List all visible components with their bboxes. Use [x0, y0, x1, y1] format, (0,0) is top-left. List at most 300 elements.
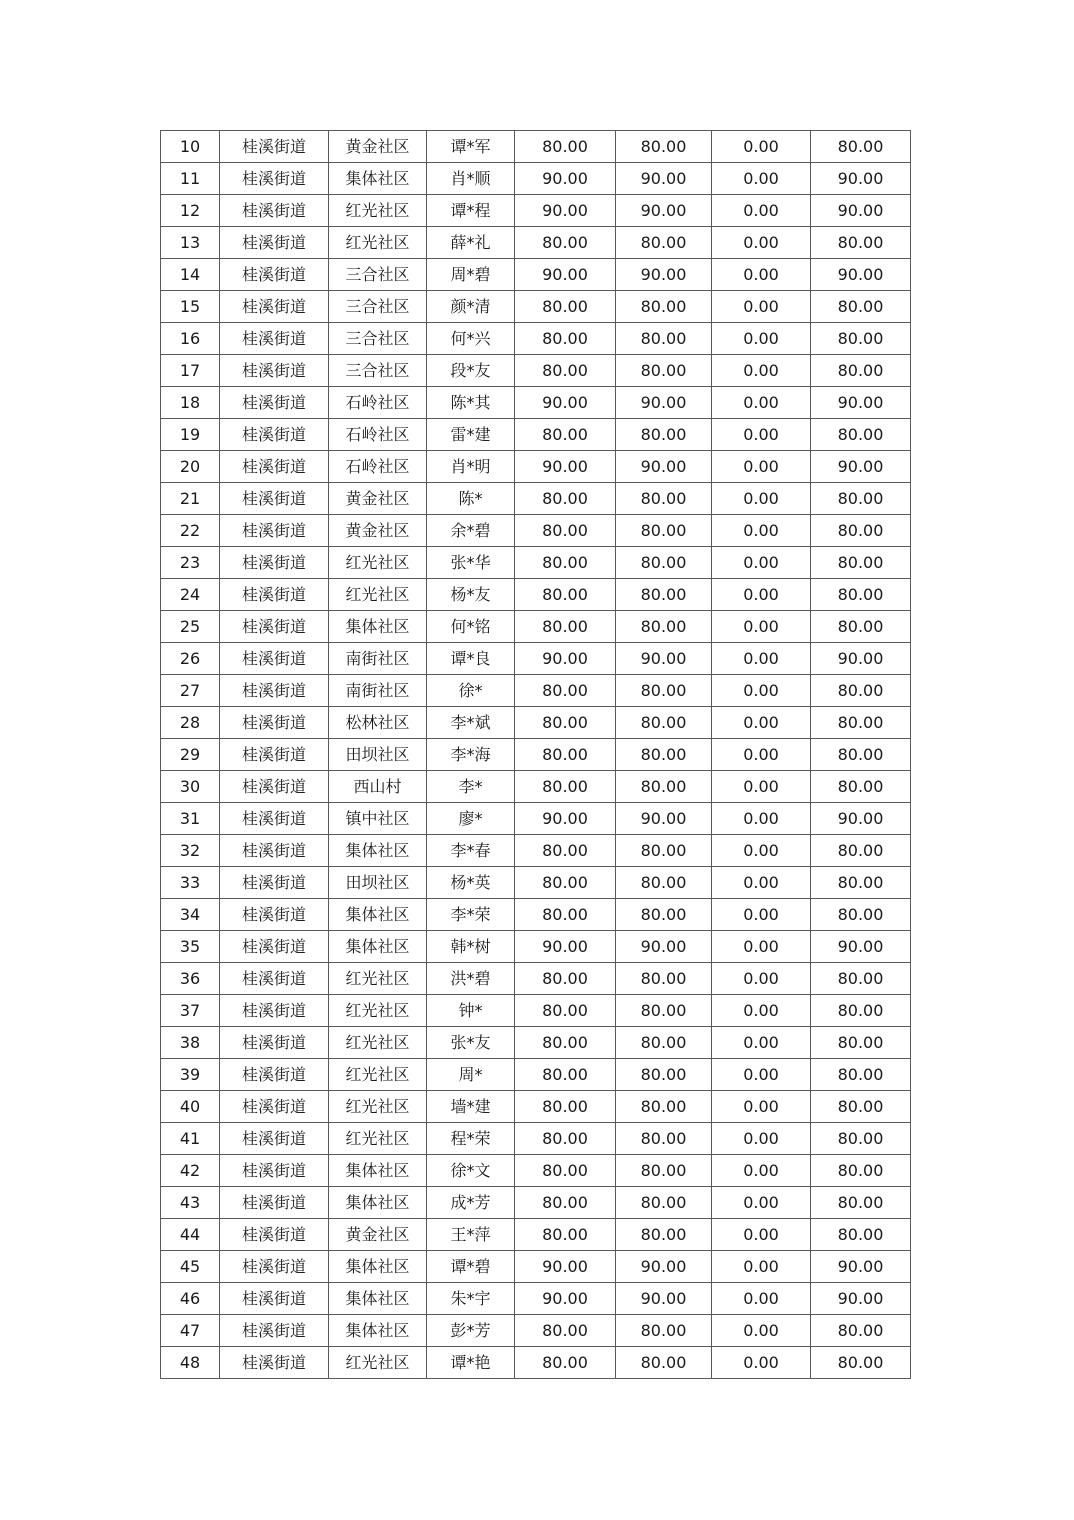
amount-cell: 0.00 [712, 963, 811, 995]
amount-cell: 0.00 [712, 643, 811, 675]
community-cell: 三合社区 [329, 323, 427, 355]
community-cell: 石岭社区 [329, 419, 427, 451]
table-row [161, 707, 911, 739]
name-cell: 墙*建 [427, 1091, 515, 1123]
name-cell: 李* [427, 771, 515, 803]
amount-cell: 90.00 [616, 387, 712, 419]
amount-cell: 0.00 [712, 1347, 811, 1379]
amount-cell: 80.00 [515, 611, 616, 643]
row-index-cell: 45 [161, 1251, 220, 1283]
row-index-cell: 42 [161, 1155, 220, 1187]
table-row [161, 355, 911, 387]
amount-cell: 0.00 [712, 1251, 811, 1283]
street-cell: 桂溪街道 [220, 355, 329, 387]
community-cell: 集体社区 [329, 611, 427, 643]
amount-cell: 80.00 [616, 1027, 712, 1059]
community-cell: 三合社区 [329, 355, 427, 387]
amount-cell: 90.00 [515, 387, 616, 419]
name-cell: 肖*顺 [427, 163, 515, 195]
amount-cell: 80.00 [811, 355, 911, 387]
name-cell: 周*碧 [427, 259, 515, 291]
name-cell: 谭*碧 [427, 1251, 515, 1283]
row-index-cell: 32 [161, 835, 220, 867]
amount-cell: 80.00 [616, 483, 712, 515]
amount-cell: 90.00 [616, 931, 712, 963]
amount-cell: 90.00 [616, 643, 712, 675]
community-cell: 黄金社区 [329, 515, 427, 547]
amount-cell: 80.00 [515, 355, 616, 387]
amount-cell: 90.00 [811, 1283, 911, 1315]
table-row [161, 835, 911, 867]
community-cell: 集体社区 [329, 1283, 427, 1315]
amount-cell: 90.00 [515, 259, 616, 291]
row-index-cell: 37 [161, 995, 220, 1027]
street-cell: 桂溪街道 [220, 1283, 329, 1315]
amount-cell: 80.00 [616, 1059, 712, 1091]
amount-cell: 80.00 [616, 355, 712, 387]
data-table [160, 130, 911, 1379]
street-cell: 桂溪街道 [220, 195, 329, 227]
name-cell: 韩*树 [427, 931, 515, 963]
table-row [161, 1315, 911, 1347]
street-cell: 桂溪街道 [220, 1251, 329, 1283]
amount-cell: 0.00 [712, 387, 811, 419]
street-cell: 桂溪街道 [220, 451, 329, 483]
amount-cell: 0.00 [712, 1283, 811, 1315]
amount-cell: 80.00 [811, 675, 911, 707]
amount-cell: 80.00 [515, 1059, 616, 1091]
amount-cell: 90.00 [515, 803, 616, 835]
name-cell: 张*友 [427, 1027, 515, 1059]
row-index-cell: 22 [161, 515, 220, 547]
amount-cell: 80.00 [515, 323, 616, 355]
amount-cell: 80.00 [811, 323, 911, 355]
name-cell: 朱*宇 [427, 1283, 515, 1315]
amount-cell: 80.00 [515, 579, 616, 611]
name-cell: 陈* [427, 483, 515, 515]
table-row [161, 163, 911, 195]
community-cell: 红光社区 [329, 227, 427, 259]
table-row [161, 451, 911, 483]
amount-cell: 90.00 [616, 163, 712, 195]
amount-cell: 90.00 [515, 195, 616, 227]
name-cell: 颜*清 [427, 291, 515, 323]
community-cell: 镇中社区 [329, 803, 427, 835]
amount-cell: 80.00 [811, 1123, 911, 1155]
amount-cell: 0.00 [712, 1123, 811, 1155]
street-cell: 桂溪街道 [220, 1187, 329, 1219]
amount-cell: 80.00 [811, 899, 911, 931]
row-index-cell: 35 [161, 931, 220, 963]
amount-cell: 80.00 [616, 1091, 712, 1123]
amount-cell: 90.00 [616, 451, 712, 483]
amount-cell: 80.00 [616, 899, 712, 931]
table-row [161, 963, 911, 995]
table-row [161, 291, 911, 323]
amount-cell: 90.00 [515, 931, 616, 963]
amount-cell: 80.00 [515, 515, 616, 547]
amount-cell: 80.00 [811, 835, 911, 867]
amount-cell: 80.00 [811, 419, 911, 451]
amount-cell: 0.00 [712, 483, 811, 515]
amount-cell: 90.00 [811, 163, 911, 195]
amount-cell: 80.00 [811, 1187, 911, 1219]
amount-cell: 80.00 [811, 515, 911, 547]
amount-cell: 80.00 [515, 835, 616, 867]
community-cell: 红光社区 [329, 963, 427, 995]
table-row [161, 419, 911, 451]
community-cell: 红光社区 [329, 1027, 427, 1059]
community-cell: 红光社区 [329, 1091, 427, 1123]
table-row [161, 643, 911, 675]
amount-cell: 80.00 [616, 131, 712, 163]
street-cell: 桂溪街道 [220, 515, 329, 547]
street-cell: 桂溪街道 [220, 163, 329, 195]
amount-cell: 90.00 [616, 195, 712, 227]
amount-cell: 80.00 [515, 1219, 616, 1251]
amount-cell: 90.00 [811, 195, 911, 227]
row-index-cell: 14 [161, 259, 220, 291]
street-cell: 桂溪街道 [220, 1347, 329, 1379]
table-row [161, 323, 911, 355]
street-cell: 桂溪街道 [220, 707, 329, 739]
street-cell: 桂溪街道 [220, 259, 329, 291]
amount-cell: 80.00 [616, 835, 712, 867]
table-row [161, 611, 911, 643]
name-cell: 李*荣 [427, 899, 515, 931]
amount-cell: 90.00 [811, 387, 911, 419]
row-index-cell: 19 [161, 419, 220, 451]
community-cell: 三合社区 [329, 259, 427, 291]
amount-cell: 90.00 [811, 451, 911, 483]
amount-cell: 80.00 [811, 547, 911, 579]
amount-cell: 0.00 [712, 931, 811, 963]
amount-cell: 80.00 [515, 1091, 616, 1123]
row-index-cell: 28 [161, 707, 220, 739]
amount-cell: 0.00 [712, 579, 811, 611]
row-index-cell: 36 [161, 963, 220, 995]
amount-cell: 80.00 [811, 1315, 911, 1347]
name-cell: 廖* [427, 803, 515, 835]
table-row [161, 547, 911, 579]
row-index-cell: 11 [161, 163, 220, 195]
street-cell: 桂溪街道 [220, 611, 329, 643]
amount-cell: 80.00 [616, 291, 712, 323]
amount-cell: 0.00 [712, 707, 811, 739]
name-cell: 张*华 [427, 547, 515, 579]
name-cell: 雷*建 [427, 419, 515, 451]
community-cell: 红光社区 [329, 547, 427, 579]
amount-cell: 80.00 [616, 995, 712, 1027]
amount-cell: 80.00 [616, 515, 712, 547]
street-cell: 桂溪街道 [220, 579, 329, 611]
table-row [161, 195, 911, 227]
community-cell: 集体社区 [329, 1187, 427, 1219]
table-row [161, 1123, 911, 1155]
amount-cell: 80.00 [811, 131, 911, 163]
amount-cell: 0.00 [712, 259, 811, 291]
table-body [161, 131, 911, 1379]
amount-cell: 80.00 [811, 995, 911, 1027]
amount-cell: 80.00 [515, 419, 616, 451]
amount-cell: 90.00 [515, 1251, 616, 1283]
row-index-cell: 39 [161, 1059, 220, 1091]
community-cell: 黄金社区 [329, 1219, 427, 1251]
community-cell: 南街社区 [329, 643, 427, 675]
row-index-cell: 30 [161, 771, 220, 803]
amount-cell: 80.00 [811, 739, 911, 771]
community-cell: 松林社区 [329, 707, 427, 739]
name-cell: 谭*程 [427, 195, 515, 227]
row-index-cell: 17 [161, 355, 220, 387]
table-row [161, 387, 911, 419]
community-cell: 集体社区 [329, 1251, 427, 1283]
amount-cell: 80.00 [811, 963, 911, 995]
amount-cell: 90.00 [616, 1283, 712, 1315]
community-cell: 集体社区 [329, 1155, 427, 1187]
amount-cell: 80.00 [515, 483, 616, 515]
amount-cell: 80.00 [515, 995, 616, 1027]
table-row [161, 995, 911, 1027]
amount-cell: 90.00 [616, 803, 712, 835]
table-row [161, 1219, 911, 1251]
name-cell: 李*斌 [427, 707, 515, 739]
amount-cell: 0.00 [712, 995, 811, 1027]
community-cell: 红光社区 [329, 195, 427, 227]
row-index-cell: 25 [161, 611, 220, 643]
table-row [161, 771, 911, 803]
street-cell: 桂溪街道 [220, 1219, 329, 1251]
name-cell: 何*铭 [427, 611, 515, 643]
amount-cell: 90.00 [811, 803, 911, 835]
amount-cell: 80.00 [811, 867, 911, 899]
amount-cell: 0.00 [712, 835, 811, 867]
row-index-cell: 34 [161, 899, 220, 931]
table-row [161, 867, 911, 899]
community-cell: 田坝社区 [329, 867, 427, 899]
amount-cell: 80.00 [515, 1315, 616, 1347]
amount-cell: 0.00 [712, 739, 811, 771]
amount-cell: 80.00 [616, 963, 712, 995]
amount-cell: 0.00 [712, 163, 811, 195]
amount-cell: 80.00 [811, 611, 911, 643]
table-row [161, 675, 911, 707]
table-row [161, 131, 911, 163]
amount-cell: 0.00 [712, 611, 811, 643]
street-cell: 桂溪街道 [220, 643, 329, 675]
community-cell: 集体社区 [329, 835, 427, 867]
row-index-cell: 33 [161, 867, 220, 899]
amount-cell: 0.00 [712, 323, 811, 355]
amount-cell: 80.00 [811, 227, 911, 259]
amount-cell: 80.00 [515, 547, 616, 579]
row-index-cell: 38 [161, 1027, 220, 1059]
community-cell: 红光社区 [329, 1059, 427, 1091]
name-cell: 王*萍 [427, 1219, 515, 1251]
community-cell: 集体社区 [329, 931, 427, 963]
table-row [161, 1283, 911, 1315]
amount-cell: 80.00 [616, 1123, 712, 1155]
amount-cell: 80.00 [515, 675, 616, 707]
amount-cell: 0.00 [712, 675, 811, 707]
amount-cell: 0.00 [712, 1219, 811, 1251]
amount-cell: 90.00 [515, 163, 616, 195]
row-index-cell: 10 [161, 131, 220, 163]
amount-cell: 80.00 [515, 1347, 616, 1379]
community-cell: 南街社区 [329, 675, 427, 707]
table-row [161, 1027, 911, 1059]
amount-cell: 0.00 [712, 1315, 811, 1347]
amount-cell: 0.00 [712, 1027, 811, 1059]
amount-cell: 80.00 [515, 291, 616, 323]
amount-cell: 90.00 [616, 259, 712, 291]
name-cell: 钟* [427, 995, 515, 1027]
street-cell: 桂溪街道 [220, 931, 329, 963]
name-cell: 谭*艳 [427, 1347, 515, 1379]
amount-cell: 0.00 [712, 1059, 811, 1091]
amount-cell: 0.00 [712, 451, 811, 483]
name-cell: 徐* [427, 675, 515, 707]
community-cell: 集体社区 [329, 899, 427, 931]
name-cell: 李*海 [427, 739, 515, 771]
row-index-cell: 26 [161, 643, 220, 675]
row-index-cell: 18 [161, 387, 220, 419]
amount-cell: 90.00 [811, 643, 911, 675]
amount-cell: 80.00 [515, 1187, 616, 1219]
amount-cell: 80.00 [616, 611, 712, 643]
amount-cell: 80.00 [811, 1059, 911, 1091]
community-cell: 黄金社区 [329, 483, 427, 515]
amount-cell: 0.00 [712, 1091, 811, 1123]
amount-cell: 90.00 [811, 259, 911, 291]
amount-cell: 0.00 [712, 867, 811, 899]
amount-cell: 80.00 [811, 291, 911, 323]
table-row [161, 803, 911, 835]
amount-cell: 80.00 [616, 707, 712, 739]
table-row [161, 1091, 911, 1123]
amount-cell: 80.00 [616, 675, 712, 707]
name-cell: 成*芳 [427, 1187, 515, 1219]
community-cell: 红光社区 [329, 995, 427, 1027]
amount-cell: 80.00 [515, 739, 616, 771]
amount-cell: 0.00 [712, 131, 811, 163]
amount-cell: 90.00 [515, 1283, 616, 1315]
table-row [161, 899, 911, 931]
community-cell: 田坝社区 [329, 739, 427, 771]
table-row [161, 259, 911, 291]
row-index-cell: 43 [161, 1187, 220, 1219]
street-cell: 桂溪街道 [220, 387, 329, 419]
street-cell: 桂溪街道 [220, 963, 329, 995]
table-row [161, 1155, 911, 1187]
name-cell: 杨*英 [427, 867, 515, 899]
name-cell: 谭*良 [427, 643, 515, 675]
amount-cell: 0.00 [712, 355, 811, 387]
table-row [161, 1347, 911, 1379]
street-cell: 桂溪街道 [220, 131, 329, 163]
amount-cell: 80.00 [811, 1155, 911, 1187]
row-index-cell: 48 [161, 1347, 220, 1379]
street-cell: 桂溪街道 [220, 1315, 329, 1347]
amount-cell: 80.00 [616, 739, 712, 771]
amount-cell: 80.00 [515, 771, 616, 803]
street-cell: 桂溪街道 [220, 1091, 329, 1123]
community-cell: 三合社区 [329, 291, 427, 323]
community-cell: 黄金社区 [329, 131, 427, 163]
name-cell: 陈*其 [427, 387, 515, 419]
amount-cell: 80.00 [811, 1027, 911, 1059]
amount-cell: 80.00 [515, 1123, 616, 1155]
row-index-cell: 41 [161, 1123, 220, 1155]
street-cell: 桂溪街道 [220, 1059, 329, 1091]
amount-cell: 80.00 [616, 547, 712, 579]
row-index-cell: 29 [161, 739, 220, 771]
row-index-cell: 46 [161, 1283, 220, 1315]
row-index-cell: 47 [161, 1315, 220, 1347]
amount-cell: 0.00 [712, 1155, 811, 1187]
row-index-cell: 20 [161, 451, 220, 483]
amount-cell: 80.00 [616, 867, 712, 899]
amount-cell: 80.00 [515, 1155, 616, 1187]
amount-cell: 80.00 [811, 483, 911, 515]
row-index-cell: 23 [161, 547, 220, 579]
community-cell: 红光社区 [329, 579, 427, 611]
name-cell: 周* [427, 1059, 515, 1091]
name-cell: 程*荣 [427, 1123, 515, 1155]
street-cell: 桂溪街道 [220, 867, 329, 899]
row-index-cell: 16 [161, 323, 220, 355]
street-cell: 桂溪街道 [220, 547, 329, 579]
table-row [161, 1059, 911, 1091]
amount-cell: 80.00 [515, 867, 616, 899]
name-cell: 洪*碧 [427, 963, 515, 995]
street-cell: 桂溪街道 [220, 803, 329, 835]
community-cell: 西山村 [329, 771, 427, 803]
name-cell: 徐*文 [427, 1155, 515, 1187]
street-cell: 桂溪街道 [220, 483, 329, 515]
amount-cell: 0.00 [712, 515, 811, 547]
street-cell: 桂溪街道 [220, 899, 329, 931]
street-cell: 桂溪街道 [220, 1027, 329, 1059]
amount-cell: 0.00 [712, 1187, 811, 1219]
amount-cell: 80.00 [616, 227, 712, 259]
community-cell: 红光社区 [329, 1347, 427, 1379]
amount-cell: 0.00 [712, 771, 811, 803]
street-cell: 桂溪街道 [220, 1155, 329, 1187]
name-cell: 何*兴 [427, 323, 515, 355]
community-cell: 红光社区 [329, 1123, 427, 1155]
amount-cell: 0.00 [712, 899, 811, 931]
street-cell: 桂溪街道 [220, 675, 329, 707]
row-index-cell: 24 [161, 579, 220, 611]
community-cell: 集体社区 [329, 1315, 427, 1347]
table-row [161, 1187, 911, 1219]
amount-cell: 80.00 [811, 579, 911, 611]
row-index-cell: 31 [161, 803, 220, 835]
name-cell: 薛*礼 [427, 227, 515, 259]
amount-cell: 80.00 [515, 227, 616, 259]
amount-cell: 80.00 [616, 1187, 712, 1219]
table-row [161, 931, 911, 963]
community-cell: 石岭社区 [329, 387, 427, 419]
amount-cell: 80.00 [515, 131, 616, 163]
table-row [161, 483, 911, 515]
amount-cell: 80.00 [811, 707, 911, 739]
amount-cell: 90.00 [616, 1251, 712, 1283]
table-row [161, 515, 911, 547]
name-cell: 杨*友 [427, 579, 515, 611]
amount-cell: 80.00 [811, 1347, 911, 1379]
